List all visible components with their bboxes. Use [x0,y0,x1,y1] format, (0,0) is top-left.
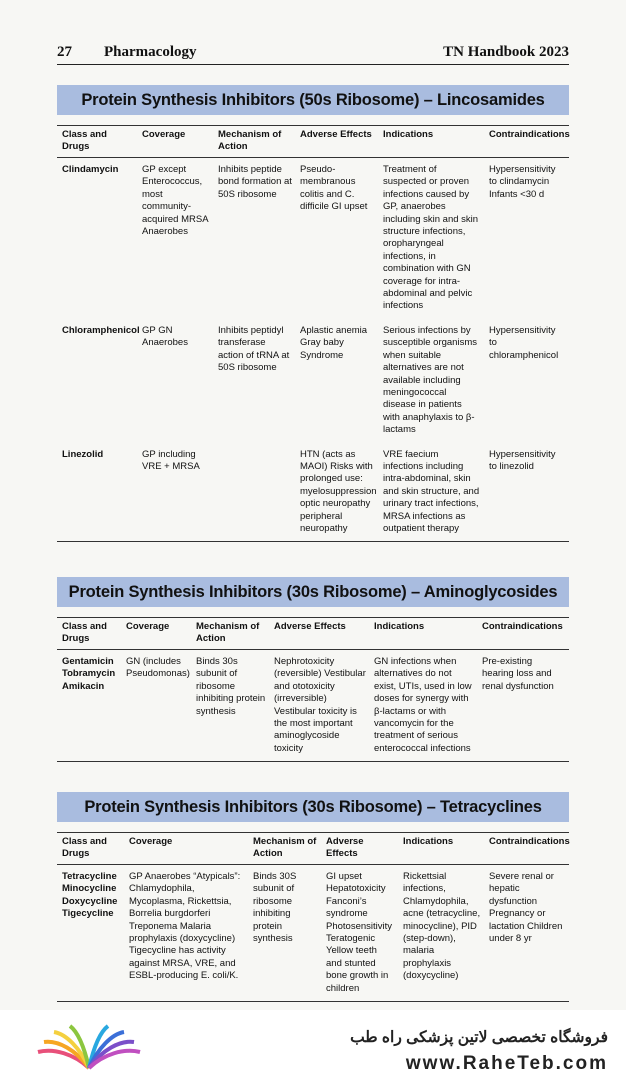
adverse-effects-cell: HTN (acts as MAOI) Risks with prolonged use: myelosuppression optic neuropathy peripheral neuropathy [295,443,378,542]
column-header: Coverage [124,833,248,865]
indications-cell: GN infections when alternatives do not exist, UTIs, used in low doses for synergy with β-lactams or with vancomycin for the treatment of serious enterococcal infections [369,650,477,762]
column-header: Mechanism of Action [248,833,321,865]
indications-cell: Treatment of suspected or proven infections caused by GP, anaerobes including skin and skin structure infections, oropharyngeal infections, in combination with GN coverage for intra-abdominal and pelvic infections [383,164,479,312]
mechanism-cell: Inhibits peptidyl transferase action of tRNA at 50S ribosome [218,324,290,374]
tetracyclines-table [57,832,569,1002]
table-row [57,319,569,443]
adverse-effects-cell: Aplastic anemia Gray baby Syndrome [300,324,368,361]
coverage-cell: GN (includes Pseudomonas) [121,650,191,762]
contraindications-cell: Hypersensitivity to clindamycin Infants <30 d [489,164,556,200]
open-book-logo-icon [34,1024,144,1074]
column-header: Class and Drugs [57,126,137,158]
table-row [57,158,569,319]
column-header: Indications [398,833,484,865]
adverse-effects-cell: GI upset Hepatotoxicity Fanconi’s syndrome Photosensitivity Teratogenic Yellow teeth and stunted bone growth in children [321,865,398,1002]
column-header: Contraindications [477,618,569,650]
coverage-cell: GP Anaerobes “Atypicals”: Chlamydophila, Mycoplasma, Rickettsia, Borrelia burgdorferi Treponema Malaria prophylaxis (doxycycline) Tigecycline has activity against MRSA, VRE, and ESBL-producing E. coli/K. [124,865,248,1002]
mechanism-cell: Binds 30s subunit of ribosome inhibiting protein synthesis [191,650,269,762]
indications-cell: Serious infections by susceptible organisms when suitable alternatives are not available including meningococcal disease in patients with anaphylaxis to β-lactams [383,324,477,436]
column-header: Coverage [121,618,191,650]
column-header: Contraindications [484,833,569,865]
aminoglycosides-section [57,577,569,762]
drug-cell: Gentamicin Tobramycin Amikacin [57,650,121,762]
section-title: Protein Synthesis Inhibitors (30s Ribosome) – Aminoglycosides [57,577,569,607]
table-header-row [57,618,569,650]
table-header-row [57,833,569,865]
column-header: Mechanism of Action [213,126,295,158]
watermark-footer [0,1010,626,1080]
lincosamides-table [57,125,569,542]
mechanism-cell [213,443,295,542]
section-title: Protein Synthesis Inhibitors (50s Ribosome) – Lincosamides [57,85,569,115]
section-title: Protein Synthesis Inhibitors (30s Ribosome) – Tetracyclines [57,792,569,822]
website-link[interactable]: www.RaheTeb.com [405,1053,608,1074]
tetracyclines-section [57,792,569,1002]
column-header: Adverse Effects [269,618,369,650]
book-title: TN Handbook 2023 [443,44,569,60]
adverse-effects-cell: Nephrotoxicity (reversible) Vestibular and ototoxicity (irreversible) Vestibular toxicity is the most important aminoglycoside toxicity [269,650,369,762]
column-header: Contraindications [484,126,569,158]
column-header: Mechanism of Action [191,618,269,650]
table-row [57,650,569,762]
contraindications-cell: Hypersensitivity to chloramphenicol [489,324,559,361]
coverage-cell: GP except Enterococcus, most community-acquired MRSA Anaerobes [142,164,209,238]
page-header [57,44,569,65]
contraindications-cell: Severe renal or hepatic dysfunction Pregnancy or lactation Children under 8 yr [484,865,569,1002]
adverse-effects-cell: Pseudo-membranous colitis and C. difficile GI upset [300,164,368,213]
column-header: Class and Drugs [57,618,121,650]
drug-cell: Linezolid [57,443,137,542]
drug-cell: Chloramphenicol [62,324,140,336]
coverage-cell: GP including VRE + MRSA [137,443,213,542]
drug-cell: Clindamycin [62,164,119,175]
column-header: Indications [378,126,484,158]
column-header: Adverse Effects [295,126,378,158]
contraindications-cell: Pre-existing hearing loss and renal dysfunction [477,650,569,762]
table-row [57,443,569,542]
lincosamides-section [57,85,569,542]
table-header-row [57,126,569,158]
column-header: Coverage [137,126,213,158]
column-header: Adverse Effects [321,833,398,865]
page-number: 27 [57,44,72,60]
shop-name: فروشگاه تخصصی لاتین پزشکی راه طب [350,1029,608,1046]
column-header: Class and Drugs [57,833,124,865]
contraindications-cell: Hypersensitivity to linezolid [484,443,569,542]
table-row [57,865,569,1002]
column-header: Indications [369,618,477,650]
indications-cell: VRE faecium infections including intra-abdominal, skin and skin structure, and urinary tract infections, MRSA infections as outpatient therapy [378,443,484,542]
mechanism-cell: Binds 30S subunit of ribosome inhibiting protein synthesis [248,865,321,1002]
drug-cell: Tetracycline Minocycline Doxycycline Tigecycline [57,865,124,1002]
aminoglycosides-table [57,617,569,762]
mechanism-cell: Inhibits peptide bond formation at 50S ribosome [218,164,292,200]
section-name: Pharmacology [104,44,197,60]
indications-cell: Rickettsial infections, Chlamydophila, acne (tetracycline, minocycline), PID (step-down), malaria prophylaxis (doxycycline) [398,865,484,1002]
coverage-cell: GP GN Anaerobes [142,324,188,349]
